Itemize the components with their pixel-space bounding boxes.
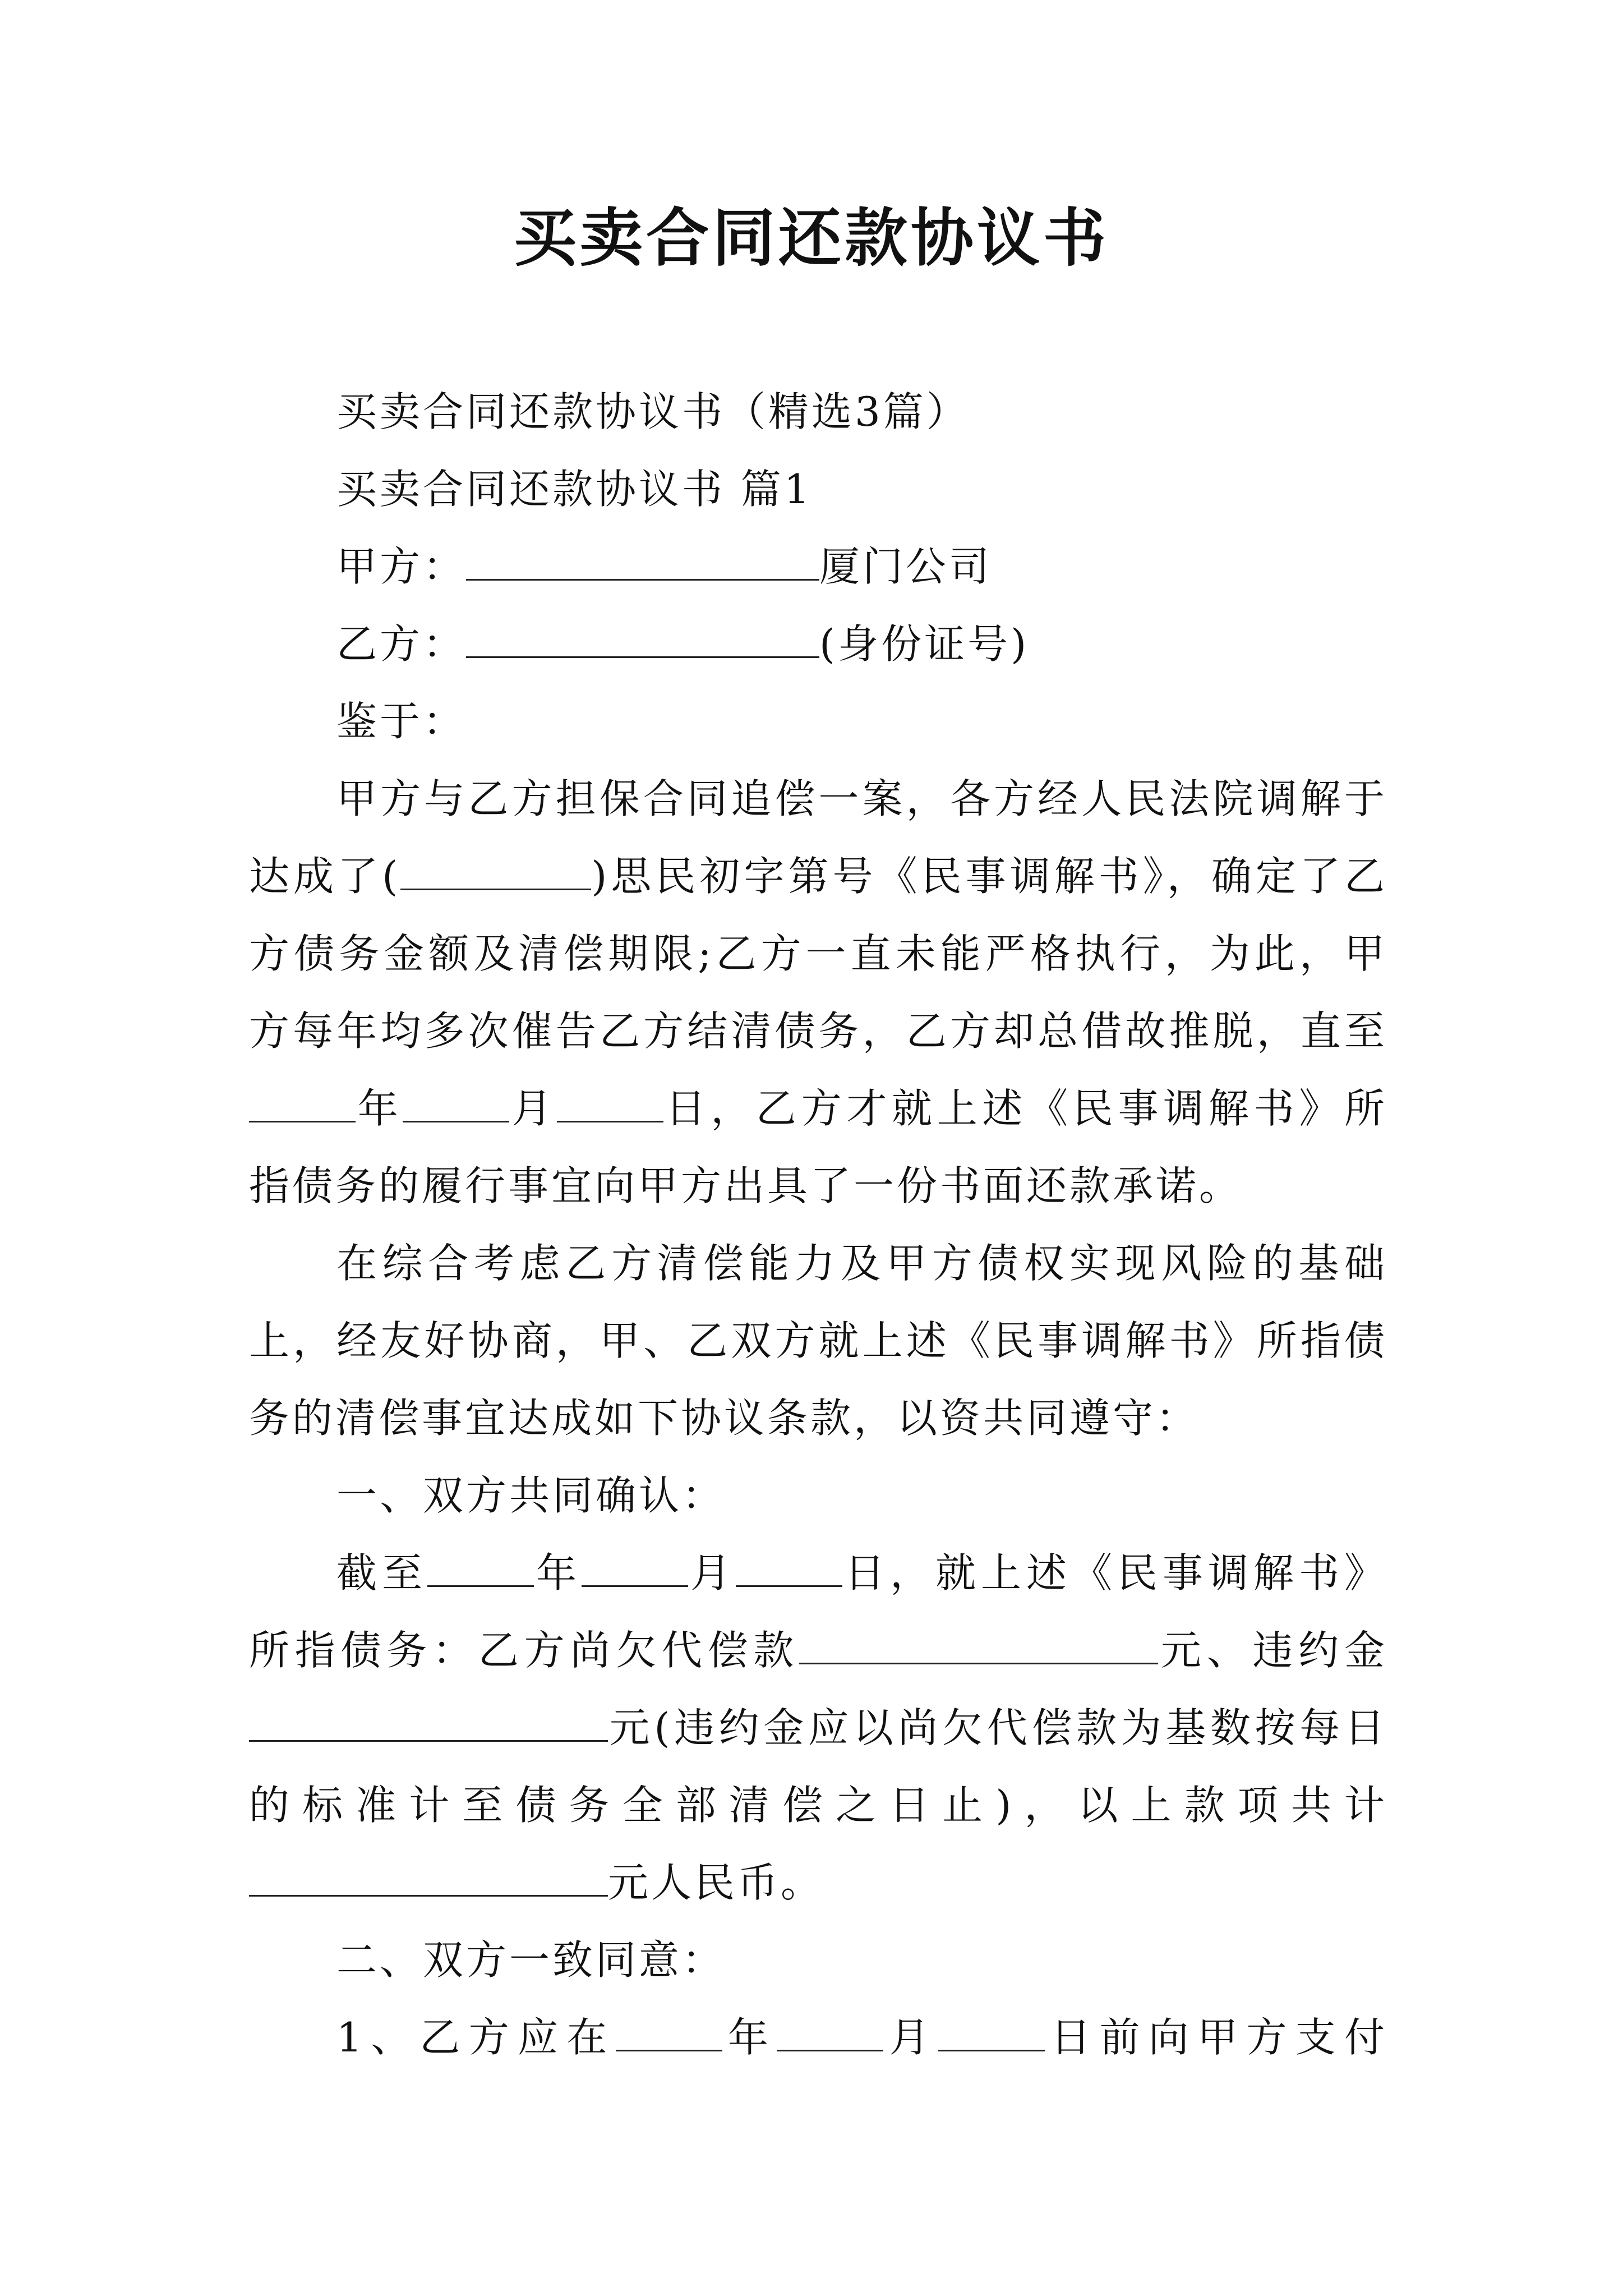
blank-line (249, 1703, 608, 1742)
document-body (249, 373, 1387, 2076)
paragraph-line: 所指债务：乙方尚欠代偿款 元、违约金 (249, 1627, 1387, 1674)
paragraph-line: 的标准计至债务全部清偿之日止)，以上款项共计 (249, 1782, 1387, 1829)
blank-line (938, 2013, 1045, 2051)
whereas-label: 鉴于： (336, 698, 467, 745)
blank-line (799, 1626, 1158, 1664)
blank-line (616, 2013, 722, 2051)
paragraph-line: 方每年均多次催告乙方结清债务，乙方却总借故推脱，直至 (249, 1007, 1387, 1055)
party-b-id: (身份证号) (819, 620, 1030, 668)
party-a-label: 甲方： (336, 543, 467, 590)
blank-line (582, 1548, 688, 1587)
blank-line (466, 542, 819, 581)
party-b-line (249, 605, 1387, 683)
blank-line (403, 1084, 509, 1122)
blank-line (466, 619, 819, 658)
paragraph-line: 元(违约金应以尚欠代偿款为基数按每日 (249, 1689, 1387, 1766)
party-a-line (249, 528, 1387, 605)
paragraph-line: 截至 年 月 日，就上述《民事调解书》 (336, 1549, 1387, 1596)
paragraph-line: 在综合考虑乙方清偿能力及甲方债权实现风险的基础 (336, 1240, 1387, 1287)
paragraph-line: 1、乙方应在 年 月 日前向甲方支付 (336, 2014, 1387, 2061)
party-a-name: 厦门公司 (819, 543, 993, 590)
blank-line (400, 852, 591, 890)
clause-heading-1: 一、双方共同确认： (336, 1472, 726, 1519)
blank-line (427, 1548, 534, 1587)
paragraph-line: 年 月 日，乙方才就上述《民事调解书》所 (249, 1070, 1387, 1147)
subtitle-line: 买卖合同还款协议书（精选3篇） (336, 388, 970, 435)
paragraph-line: 务的清偿事宜达成如下协议条款，以资共同遵守： (249, 1395, 1200, 1442)
document-title: 买卖合同还款协议书 (514, 201, 1109, 275)
party-b-label: 乙方： (336, 620, 467, 668)
paragraph-line: 指债务的履行事宜向甲方出具了一份书面还款承诺。 (249, 1162, 1243, 1209)
paragraph-line: 上，经友好协商，甲、乙双方就上述《民事调解书》所指债 (249, 1317, 1387, 1364)
blank-line (557, 1084, 663, 1122)
paragraph-line: 方债务金额及清偿期限;乙方一直未能严格执行，为此，甲 (249, 930, 1387, 977)
paragraph-line: 元人民币。 (249, 1844, 1387, 1921)
clause-heading-2: 二、双方一致同意： (336, 1936, 726, 1984)
blank-line (249, 1084, 356, 1122)
blank-line (777, 2013, 883, 2051)
paragraph-line: 甲方与乙方担保合同追偿一案，各方经人民法院调解于 (336, 775, 1387, 822)
paragraph-line: 达成了( )思民初字第号《民事调解书》，确定了乙 (249, 853, 1388, 900)
section-heading: 买卖合同还款协议书 篇1 (336, 466, 813, 513)
blank-line (736, 1548, 842, 1587)
blank-line (249, 1858, 608, 1897)
